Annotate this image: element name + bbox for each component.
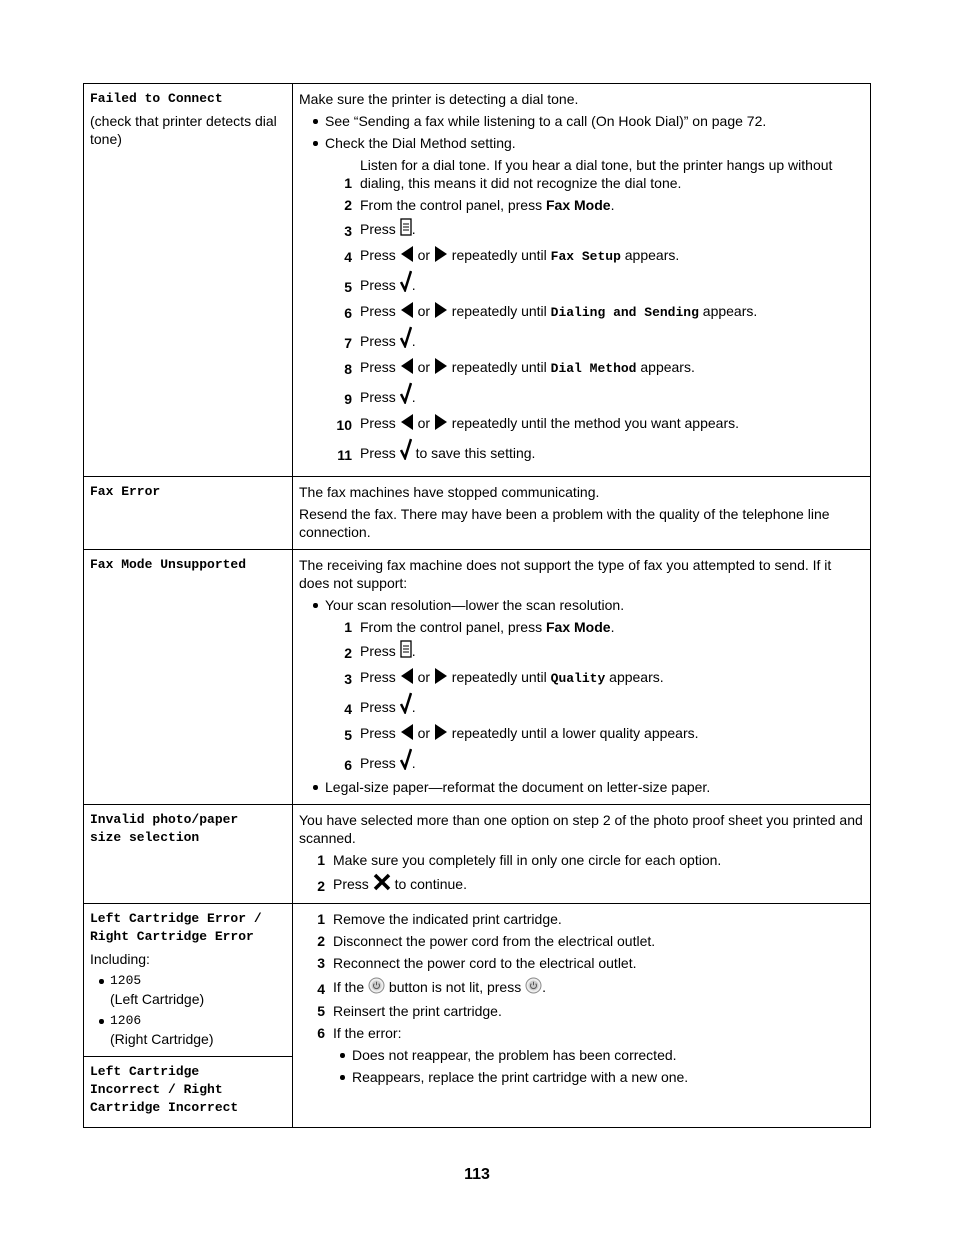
- step-number: 1: [344, 619, 352, 635]
- error-code: Invalid photo/paper: [90, 812, 239, 827]
- step-number: 4: [317, 981, 325, 997]
- error-code-cell: [84, 904, 293, 1057]
- power-button-icon: [525, 977, 542, 998]
- left-arrow-icon: [400, 724, 414, 744]
- step-number: 1: [317, 852, 325, 868]
- menu-icon: [400, 218, 412, 240]
- including-label: Including:: [90, 951, 150, 967]
- error-code-cell: [84, 477, 293, 550]
- step-1: 1 From the control panel, press Fax Mode.: [299, 618, 864, 636]
- step-4: 4 Press or repeatedly until Fax Setup appears.: [299, 244, 864, 266]
- table-row: [84, 84, 871, 477]
- table-row: [84, 904, 871, 1057]
- step-2: 2 Disconnect the power cord from the electrical outlet.: [299, 932, 864, 950]
- error-code-cell: [84, 805, 293, 904]
- step-number: 3: [317, 955, 325, 971]
- step-number: 3: [344, 223, 352, 239]
- error-note: (check that printer detects dial tone): [90, 113, 277, 147]
- step-number: 8: [344, 361, 352, 377]
- step-3: 3 Press .: [299, 218, 864, 240]
- step-4: 4 If the button is not lit, press .: [299, 976, 864, 998]
- description-text: The receiving fax machine does not support the type of fax you attempted to send. If it does not support:: [299, 557, 832, 591]
- step-number: 3: [344, 671, 352, 687]
- step-5: 5 Reinsert the print cartridge.: [299, 1002, 864, 1020]
- error-code: Cartridge Incorrect: [90, 1100, 239, 1115]
- step-6: 6 Press .: [299, 748, 864, 774]
- step-number: 5: [344, 279, 352, 295]
- error-code-cell: [84, 1057, 293, 1128]
- intro-text: Make sure the printer is detecting a dial tone.: [299, 91, 579, 107]
- step-3: 3 Press or repeatedly until Quality appears.: [299, 666, 864, 688]
- step-number: 6: [344, 305, 352, 321]
- bullet-item: Does not reappear, the problem has been corrected.: [299, 1046, 864, 1064]
- power-button-icon: [368, 977, 385, 998]
- step-number: 1: [317, 911, 325, 927]
- right-arrow-icon: [434, 358, 448, 378]
- step-6: 6 If the error:: [299, 1024, 864, 1042]
- bullet-item: See “Sending a fax while listening to a call (On Hook Dial)” on page 72.: [299, 112, 864, 130]
- step-10: 10 Press or repeatedly until the method you want appears.: [299, 412, 864, 434]
- check-icon: [400, 382, 412, 408]
- error-code: Failed to Connect: [90, 91, 223, 106]
- bullet-item: Legal-size paper—reformat the document on letter-size paper.: [299, 778, 864, 796]
- bullet-item: 1205 (Left Cartridge): [90, 972, 286, 1008]
- step-3: 3 Reconnect the power cord to the electrical outlet.: [299, 954, 864, 972]
- error-table: [83, 83, 871, 1128]
- step-9: 9 Press .: [299, 382, 864, 408]
- fax-mode-label: Fax Mode: [545, 619, 611, 635]
- check-icon: [400, 692, 412, 718]
- error-code: Fax Error: [90, 484, 161, 499]
- solution-cell: [293, 904, 871, 1128]
- description-text: You have selected more than one option on step 2 of the photo proof sheet you printed and scanned.: [299, 812, 863, 846]
- error-code: size selection: [90, 830, 200, 845]
- solution-cell: [293, 550, 871, 805]
- step-number: 2: [344, 645, 352, 661]
- step-number: 5: [317, 1003, 325, 1019]
- bullet-item: Your scan resolution—lower the scan resolution.: [299, 596, 864, 614]
- step-number: 1: [344, 175, 352, 191]
- left-arrow-icon: [400, 358, 414, 378]
- error-code-cell: [84, 550, 293, 805]
- right-arrow-icon: [434, 302, 448, 322]
- error-code: Left Cartridge Error /: [90, 911, 262, 926]
- description-text: Resend the fax. There may have been a problem with the quality of the telephone line connection.: [299, 506, 830, 540]
- error-code: Incorrect / Right: [90, 1082, 223, 1097]
- step-2: 2 Press .: [299, 640, 864, 662]
- check-icon: [400, 748, 412, 774]
- left-arrow-icon: [400, 668, 414, 688]
- step-number: 11: [337, 447, 352, 463]
- bullet-item: Check the Dial Method setting.: [299, 134, 864, 152]
- table-row: [84, 550, 871, 805]
- step-number: 2: [317, 933, 325, 949]
- step-number: 4: [344, 701, 352, 717]
- error-code-cell: [84, 84, 293, 477]
- step-number: 6: [344, 757, 352, 773]
- right-arrow-icon: [434, 668, 448, 688]
- fax-mode-label: Fax Mode: [545, 197, 611, 213]
- step-number: 2: [317, 878, 325, 894]
- bullet-item: 1206 (Right Cartridge): [90, 1012, 286, 1048]
- description-text: The fax machines have stopped communicating.: [299, 484, 600, 500]
- right-arrow-icon: [434, 724, 448, 744]
- step-2: 2 Press to continue.: [299, 873, 864, 895]
- solution-cell: [293, 477, 871, 550]
- cancel-x-icon: [373, 873, 391, 895]
- step-11: 11 Press to save this setting.: [299, 438, 864, 464]
- solution-cell: [293, 84, 871, 477]
- error-code: Right Cartridge Error: [90, 929, 254, 944]
- solution-cell: [293, 805, 871, 904]
- step-number: 4: [344, 249, 352, 265]
- step-2: 2 From the control panel, press Fax Mode.: [299, 196, 864, 214]
- step-number: 10: [336, 417, 352, 433]
- check-icon: [400, 438, 412, 464]
- step-1: 1 Remove the indicated print cartridge.: [299, 910, 864, 928]
- bullet-item: Reappears, replace the print cartridge with a new one.: [299, 1068, 864, 1086]
- step-number: 2: [344, 197, 352, 213]
- step-6: 6 Press or repeatedly until Dialing and Sending appears.: [299, 300, 864, 322]
- step-number: 9: [344, 391, 352, 407]
- error-code: Left Cartridge: [90, 1064, 200, 1079]
- step-5: 5 Press .: [299, 270, 864, 296]
- step-7: 7 Press .: [299, 326, 864, 352]
- left-arrow-icon: [400, 246, 414, 266]
- error-code: Fax Mode Unsupported: [90, 557, 247, 572]
- step-1: 1 Listen for a dial tone. If you hear a dial tone, but the printer hangs up without dialing, this means it did not recognize the dial tone.: [299, 156, 864, 192]
- left-arrow-icon: [400, 414, 414, 434]
- table-row: [84, 805, 871, 904]
- right-arrow-icon: [434, 414, 448, 434]
- table-row: [84, 477, 871, 550]
- left-arrow-icon: [400, 302, 414, 322]
- check-icon: [400, 326, 412, 352]
- menu-icon: [400, 640, 412, 662]
- step-5: 5 Press or repeatedly until a lower quality appears.: [299, 722, 864, 744]
- step-4: 4 Press .: [299, 692, 864, 718]
- step-number: 6: [317, 1025, 325, 1041]
- check-icon: [400, 270, 412, 296]
- step-1: 1 Make sure you completely fill in only one circle for each option.: [299, 851, 864, 869]
- page-number: 113: [464, 1166, 490, 1183]
- step-number: 5: [344, 727, 352, 743]
- step-8: 8 Press or repeatedly until Dial Method appears.: [299, 356, 864, 378]
- step-number: 7: [344, 335, 352, 351]
- right-arrow-icon: [434, 246, 448, 266]
